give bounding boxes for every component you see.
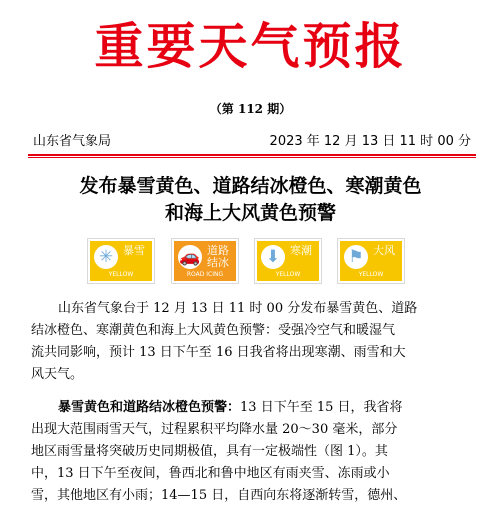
issuing-agency: 山东省气象局: [33, 134, 112, 149]
text-line: 雪，其他地区有小雨；14—15 日，自西向东将逐渐转雪，德州、: [31, 488, 407, 503]
document-title-line-2: 和海上大风黄色预警: [164, 202, 336, 224]
text-line: 地区雨雪量将突破历史同期极值，具有一定极端性（图 1）。其: [31, 444, 388, 459]
text-line: 山东省气象台于 12 月 13 日 11 时 00 分发布暴雪黄色、道路: [58, 301, 418, 316]
text-line: [58, 398, 501, 418]
signal-label: 寒潮: [290, 244, 312, 257]
windsock-icon: ⚑: [344, 245, 368, 269]
signal-en-label: YELLOW: [108, 271, 134, 278]
issue-number: （第 112 期）: [209, 102, 292, 116]
signal-label: 大风: [373, 244, 395, 257]
signal-label: 道路结冰: [207, 244, 229, 269]
signal-label: 暴雪: [123, 244, 145, 257]
signal-en-label: ROAD ICING: [186, 271, 224, 278]
issue-datetime: 2023 年 12 月 13 日 11 时 00 分: [269, 134, 471, 149]
masthead-title: 重要天气预报: [94, 17, 407, 75]
text-line: 风天气。: [31, 367, 84, 382]
header-divider: [28, 154, 476, 156]
text-run: 13 日下午至 15 日，我省将: [240, 400, 403, 415]
text-line: 出现大范围雨雪天气，过程累积平均降水量 20～30 毫米，部分: [31, 422, 398, 437]
text-line: 中，13 日下午至夜间，鲁西北和鲁中地区有雨夹雪、冻雨或小: [31, 466, 390, 481]
signal-en-label: YELLOW: [358, 271, 384, 278]
header-divider-thin: [28, 157, 476, 158]
cold-wave-signal-icon: [255, 239, 321, 283]
text-line: 结冰橙色、寒潮黄色和海上大风黄色预警：受强冷空气和暖湿气: [31, 323, 396, 338]
section-heading: 暴雪黄色和道路结冰橙色预警：: [58, 400, 241, 415]
gale-signal-icon: [338, 239, 404, 283]
text-line: 流共同影响，预计 13 日下午至 16 日我省将出现寒潮、雨雪和大: [31, 345, 406, 360]
snowstorm-signal-icon: [88, 239, 154, 283]
document-title-line-1: 发布暴雪黄色、道路结冰橙色、寒潮黄色: [79, 175, 422, 197]
warning-signals: [88, 239, 395, 289]
car-icon: 🚗: [179, 247, 201, 267]
snowflake-icon: ✳: [94, 245, 118, 269]
down-arrow-icon: ⬇: [261, 245, 285, 269]
signal-en-label: YELLOW: [275, 271, 301, 278]
road-icing-signal-icon: [172, 239, 238, 283]
